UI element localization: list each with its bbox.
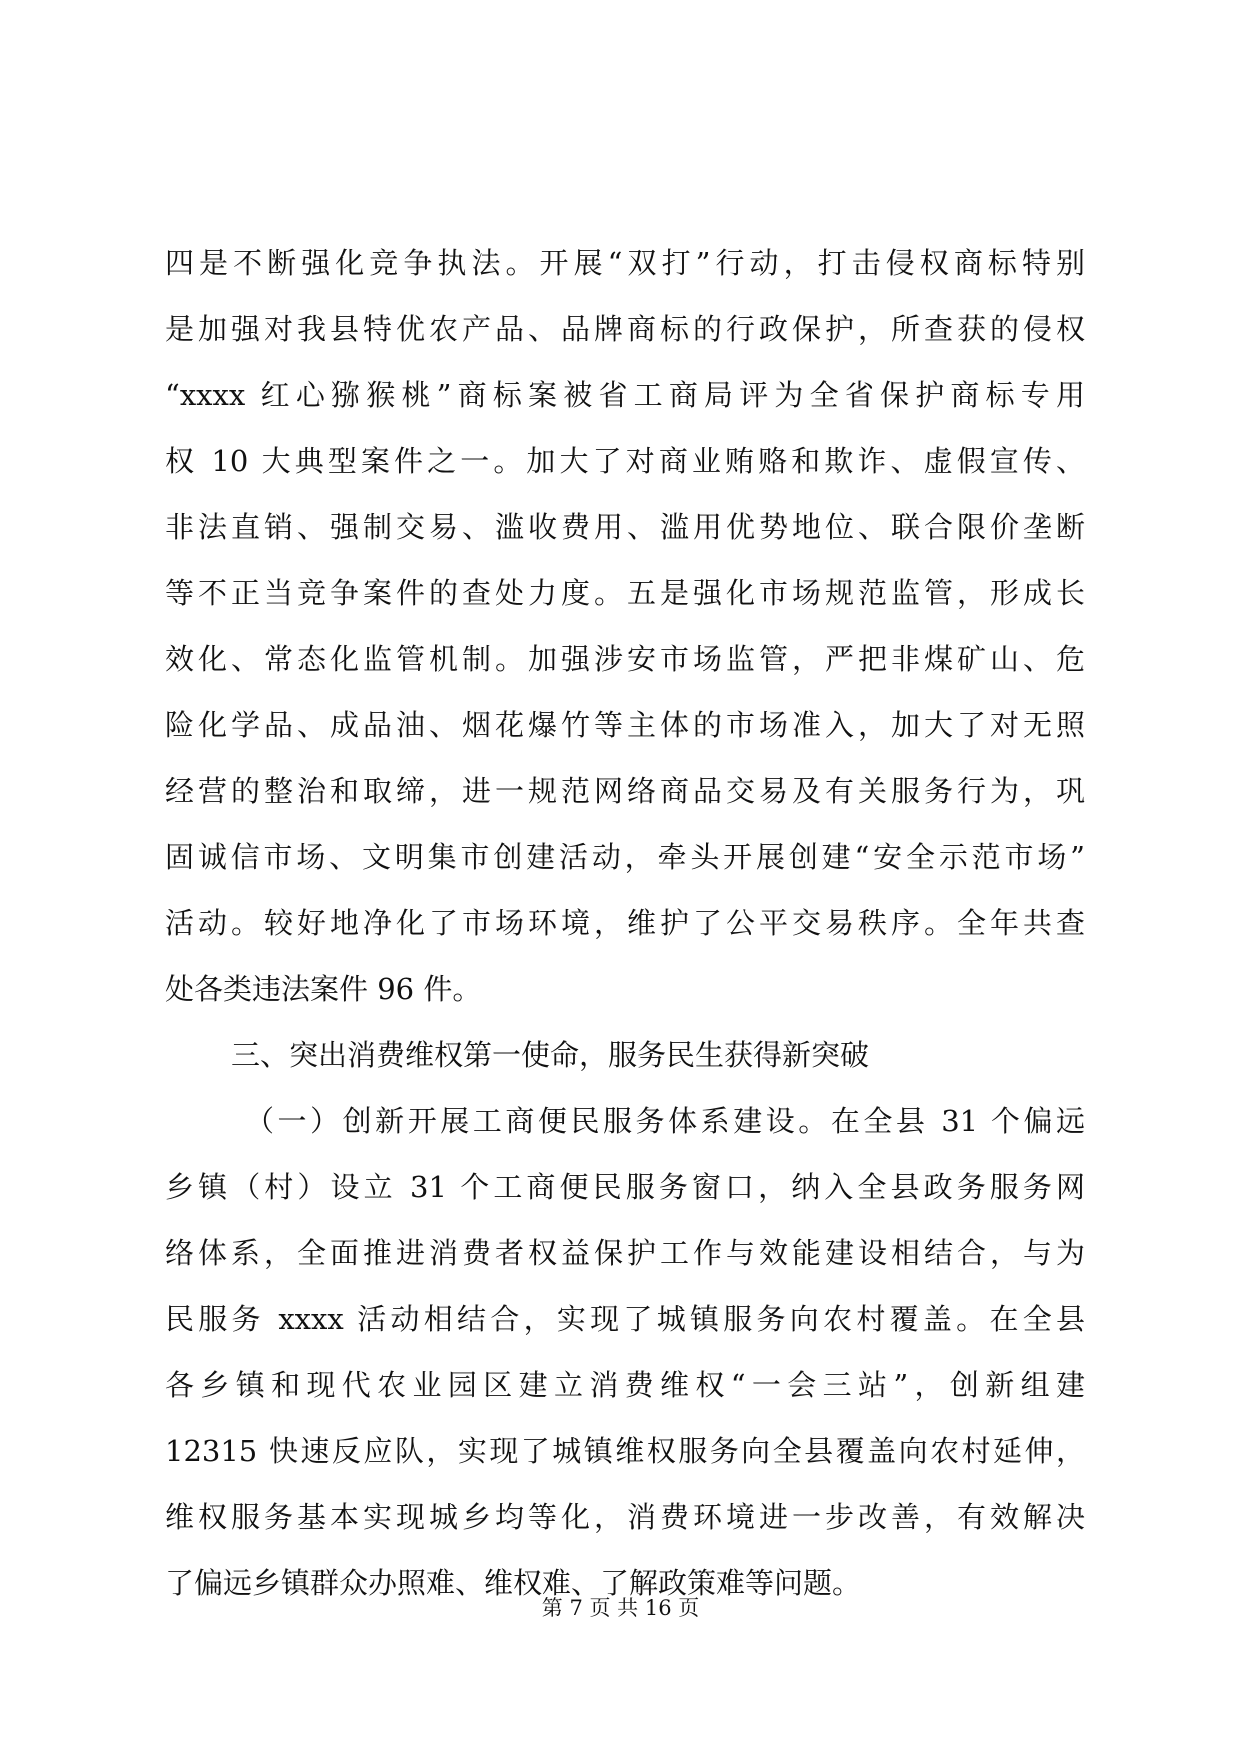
paragraph-line: 络体系，全面推进消费者权益保护工作与效能建设相结合，与为	[165, 1236, 1085, 1270]
paragraph-line: 险化学品、成品油、烟花爆竹等主体的市场准入，加大了对无照	[165, 708, 1085, 742]
paragraph-line: 各乡镇和现代农业园区建立消费维权“一会三站”，创新组建	[165, 1368, 1085, 1402]
paragraph-line: 12315 快速反应队，实现了城镇维权服务向全县覆盖向农村延伸，	[165, 1434, 1085, 1468]
paragraph-line: （一）创新开展工商便民服务体系建设。在全县 31 个偏远	[245, 1104, 1085, 1138]
paragraph-line: 了偏远乡镇群众办照难、维权难、了解政策难等问题。	[165, 1566, 862, 1600]
paragraph-line: 处各类违法案件 96 件。	[165, 972, 482, 1006]
paragraph-line: 经营的整治和取缔，进一规范网络商品交易及有关服务行为，巩	[165, 774, 1085, 808]
paragraph-line: 乡镇（村）设立 31 个工商便民服务窗口，纳入全县政务服务网	[165, 1170, 1085, 1204]
paragraph-line: 权 10 大典型案件之一。加大了对商业贿赂和欺诈、虚假宣传、	[165, 444, 1085, 478]
paragraph-line: 非法直销、强制交易、滥收费用、滥用优势地位、联合限价垄断	[165, 510, 1085, 544]
paragraph-line: 等不正当竞争案件的查处力度。五是强化市场规范监管，形成长	[165, 576, 1085, 610]
paragraph-line: 是加强对我县特优农产品、品牌商标的行政保护，所查获的侵权	[165, 312, 1085, 346]
paragraph-line: 效化、常态化监管机制。加强涉安市场监管，严把非煤矿山、危	[165, 642, 1085, 676]
paragraph-line: 民服务 xxxx 活动相结合，实现了城镇服务向农村覆盖。在全县	[165, 1302, 1085, 1336]
section-heading: 三、突出消费维权第一使命，服务民生获得新突破	[231, 1038, 870, 1072]
paragraph-line: 活动。较好地净化了市场环境，维护了公平交易秩序。全年共查	[165, 906, 1085, 940]
page-number-footer: 第 7 页 共 16 页	[541, 1596, 700, 1620]
paragraph-line: 维权服务基本实现城乡均等化，消费环境进一步改善，有效解决	[165, 1500, 1085, 1534]
paragraph-line: 四是不断强化竞争执法。开展“双打”行动，打击侵权商标特别	[165, 246, 1085, 280]
paragraph-line: “xxxx 红心猕猴桃”商标案被省工商局评为全省保护商标专用	[165, 378, 1085, 412]
paragraph-line: 固诚信市场、文明集市创建活动，牵头开展创建“安全示范市场”	[165, 840, 1085, 874]
document-body	[165, 230, 1085, 1616]
